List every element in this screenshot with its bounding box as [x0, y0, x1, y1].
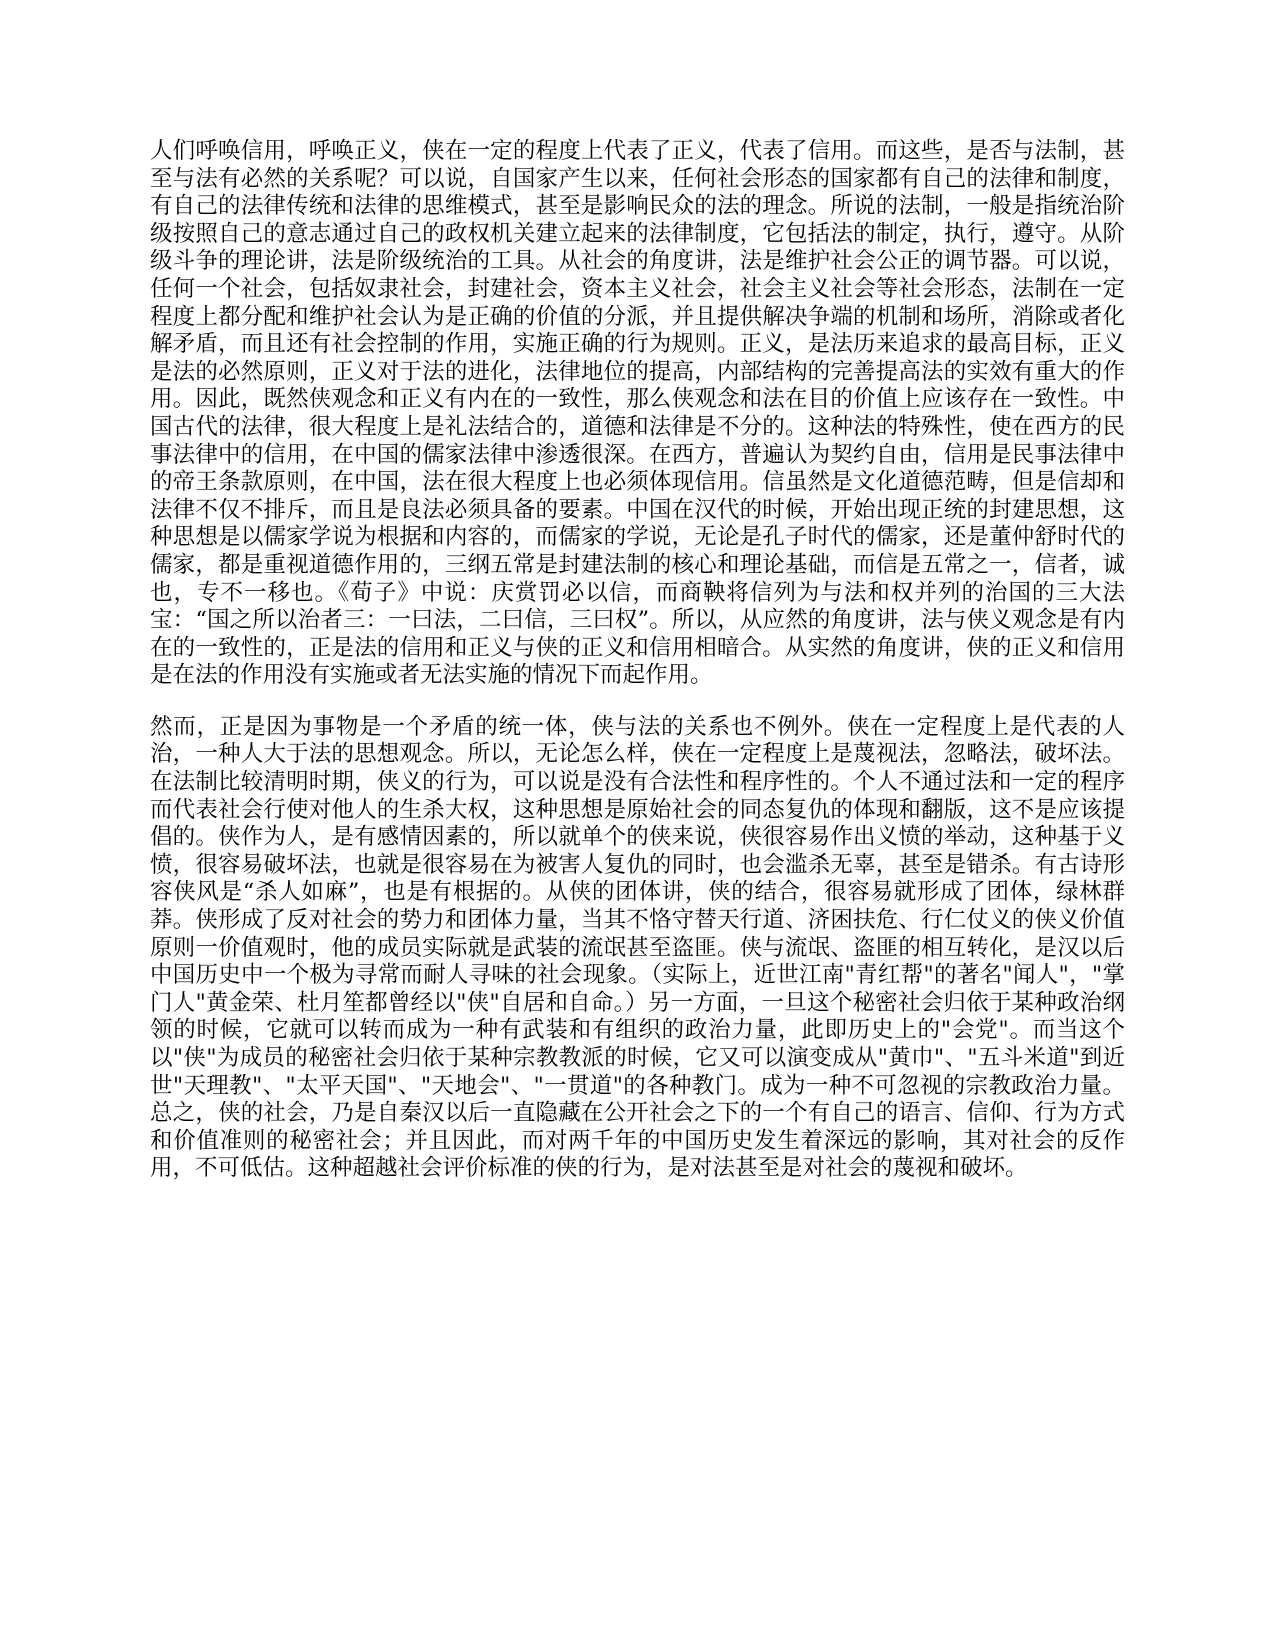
document-page — [150, 138, 1125, 1183]
paragraph-law-and-xia-consistency: 人们呼唤信用，呼唤正义，侠在一定的程度上代表了正义，代表了信用。而这些，是否与法制，甚至与法有必然的关系呢？可以说，自国家产生以来，任何社会形态的国家都有自己的法律和制度，有自己的法律传统和法律的思维模式，甚至是影响民众的法的理念。所说的法制，一般是指统治阶级按照自己的意志通过自己的政权机关建立起来的法律制度，它包括法的制定，执行，遵守。从阶级斗争的理论讲，法是阶级统治的工具。从社会的角度讲，法是维护社会公正的调节器。可以说，任何一个社会，包括奴隶社会，封建社会，资本主义社会，社会主义社会等社会形态，法制在一定程度上都分配和维护社会认为是正确的价值的分派，并且提供解决争端的机制和场所，消除或者化解矛盾，而且还有社会控制的作用，实施正确的行为规则。正义，是法历来追求的最高目标，正义是法的必然原则，正义对于法的进化，法律地位的提高，内部结构的完善提高法的实效有重大的作用。因此，既然侠观念和正义有内在的一致性，那么侠观念和法在目的价值上应该存在一致性。中国古代的法律，很大程度上是礼法结合的，道德和法律是不分的。这种法的特殊性，使在西方的民事法律中的信用，在中国的儒家法律中渗透很深。在西方，普遍认为契约自由，信用是民事法律中的帝王条款原则，在中国，法在很大程度上也必须体现信用。信虽然是文化道德范畴，但是信却和法律不仅不排斥，而且是良法必须具备的要素。中国在汉代的时候，开始出现正统的封建思想，这种思想是以儒家学说为根据和内容的，而儒家的学说，无论是孔子时代的儒家，还是董仲舒时代的儒家，都是重视道德作用的，三纲五常是封建法制的核心和理论基础，而信是五常之一，信者，诚也，专不一移也。《荀子》中说：庆赏罚必以信，而商鞅将信列为与法和权并列的治国的三大法宝：“国之所以治者三：一曰法，二曰信，三曰权”。所以，从应然的角度讲，法与侠义观念是有内在的一致性的，正是法的信用和正义与侠的正义和信用相暗合。从实然的角度讲，侠的正义和信用是在法的作用没有实施或者无法实施的情况下而起作用。 — [150, 138, 1125, 689]
paragraph-law-and-xia-conflict: 然而，正是因为事物是一个矛盾的统一体，侠与法的关系也不例外。侠在一定程度上是代表的人治，一种人大于法的思想观念。所以，无论怎么样，侠在一定程度上是蔑视法，忽略法，破坏法。在法制比较清明时期，侠义的行为，可以说是没有合法性和程序性的。个人不通过法和一定的程序而代表社会行使对他人的生杀大权，这种思想是原始社会的同态复仇的体现和翻版，这不是应该提倡的。侠作为人，是有感情因素的，所以就单个的侠来说，侠很容易作出义愤的举动，这种基于义愤，很容易破坏法，也就是很容易在为被害人复仇的同时，也会滥杀无辜，甚至是错杀。有古诗形容侠风是“杀人如麻”，也是有根据的。从侠的团体讲，侠的结合，很容易就形成了团体，绿林群莽。侠形成了反对社会的势力和团体力量，当其不恪守替天行道、济困扶危、行仁仗义的侠义价值原则一价值观时，他的成员实际就是武装的流氓甚至盗匪。侠与流氓、盗匪的相互转化，是汉以后中国历史中一个极为寻常而耐人寻味的社会现象。（实际上，近世江南"青红帮"的著名"闻人"，"掌门人"黄金荣、杜月笙都曾经以"侠"自居和自命。）另一方面，一旦这个秘密社会归依于某种政治纲领的时候，它就可以转而成为一种有武装和有组织的政治力量，此即历史上的"会党"。而当这个以"侠"为成员的秘密社会归依于某种宗教教派的时候，它又可以演变成从"黄巾"、"五斗米道"到近世"天理教"、"太平天国"、"天地会"、"一贯道"的各种教门。成为一种不可忽视的宗教政治力量。总之，侠的社会，乃是自秦汉以后一直隐藏在公开社会之下的一个有自己的语言、信仰、行为方式和价值准则的秘密社会；并且因此，而对两千年的中国历史发生着深远的影响，其对社会的反作用，不可低估。这种超越社会评价标准的侠的行为，是对法甚至是对社会的蔑视和破坏。 — [150, 713, 1125, 1182]
